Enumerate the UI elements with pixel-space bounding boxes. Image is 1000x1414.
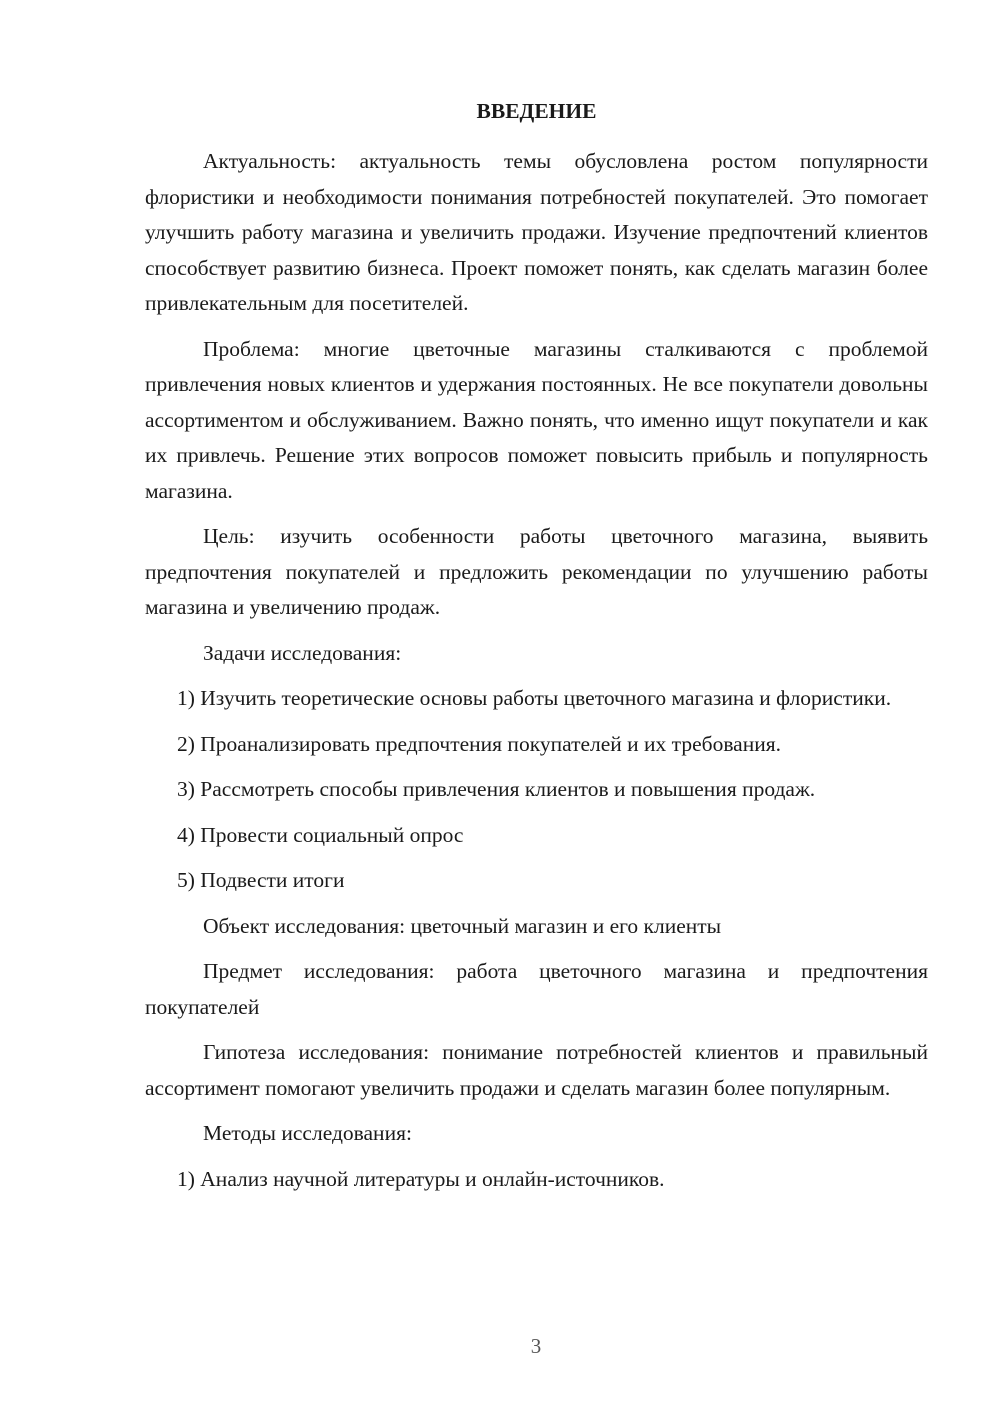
task-item-2: 2) Проанализировать предпочтения покупателей и их требования. (177, 731, 782, 756)
task-item-4: 4) Провести социальный опрос (177, 822, 464, 847)
document-title: ВВЕДЕНИЕ (476, 99, 597, 123)
task-item-5: 5) Подвести итоги (177, 868, 345, 892)
methods-list (145, 1162, 928, 1198)
method-item-1: 1) Анализ научной литературы и онлайн-источников. (177, 1166, 665, 1191)
task-item-1: 1) Изучить теоретические основы работы цветочного магазина и флористики. (177, 686, 892, 710)
methods-heading: Методы исследования: (203, 1121, 412, 1145)
object-paragraph: Объект исследования: цветочный магазин и его клиенты (203, 913, 722, 938)
relevance-paragraph: Актуальность: актуальность темы обусловлена ростом популярности флористики и необходимости понимания потребностей покупателей. Это помогает улучшить работу магазина и увеличить продажи. Изучение предпочтений клиентов способствует развитию бизнеса. Проект поможет понять, как сделать магазин более привлекательным для посетителей. (145, 149, 928, 315)
page-number: 3 (530, 1334, 542, 1358)
task-item-3: 3) Рассмотреть способы привлечения клиентов и повышения продаж. (177, 777, 816, 801)
document-page (145, 96, 928, 1207)
tasks-heading: Задачи исследования: (203, 640, 402, 665)
hypothesis-paragraph: Гипотеза исследования: понимание потребностей клиентов и правильный ассортимент помогают увеличить продажи и сделать магазин более популярным. (145, 1040, 928, 1100)
goal-paragraph: Цель: изучить особенности работы цветочного магазина, выявить предпочтения покупателей и предложить рекомендации по улучшению работы магазина и увеличению продаж. (145, 524, 928, 619)
subject-paragraph: Предмет исследования: работа цветочного магазина и предпочтения покупателей (145, 959, 928, 1019)
tasks-list (145, 681, 928, 899)
problem-paragraph: Проблема: многие цветочные магазины сталкиваются с проблемой привлечения новых клиентов и удержания постоянных. Не все покупатели довольны ассортиментом и обслуживанием. Важно понять, что именно ищут покупатели и как их привлечь. Решение этих вопросов поможет повысить прибыль и популярность магазина. (145, 336, 928, 503)
